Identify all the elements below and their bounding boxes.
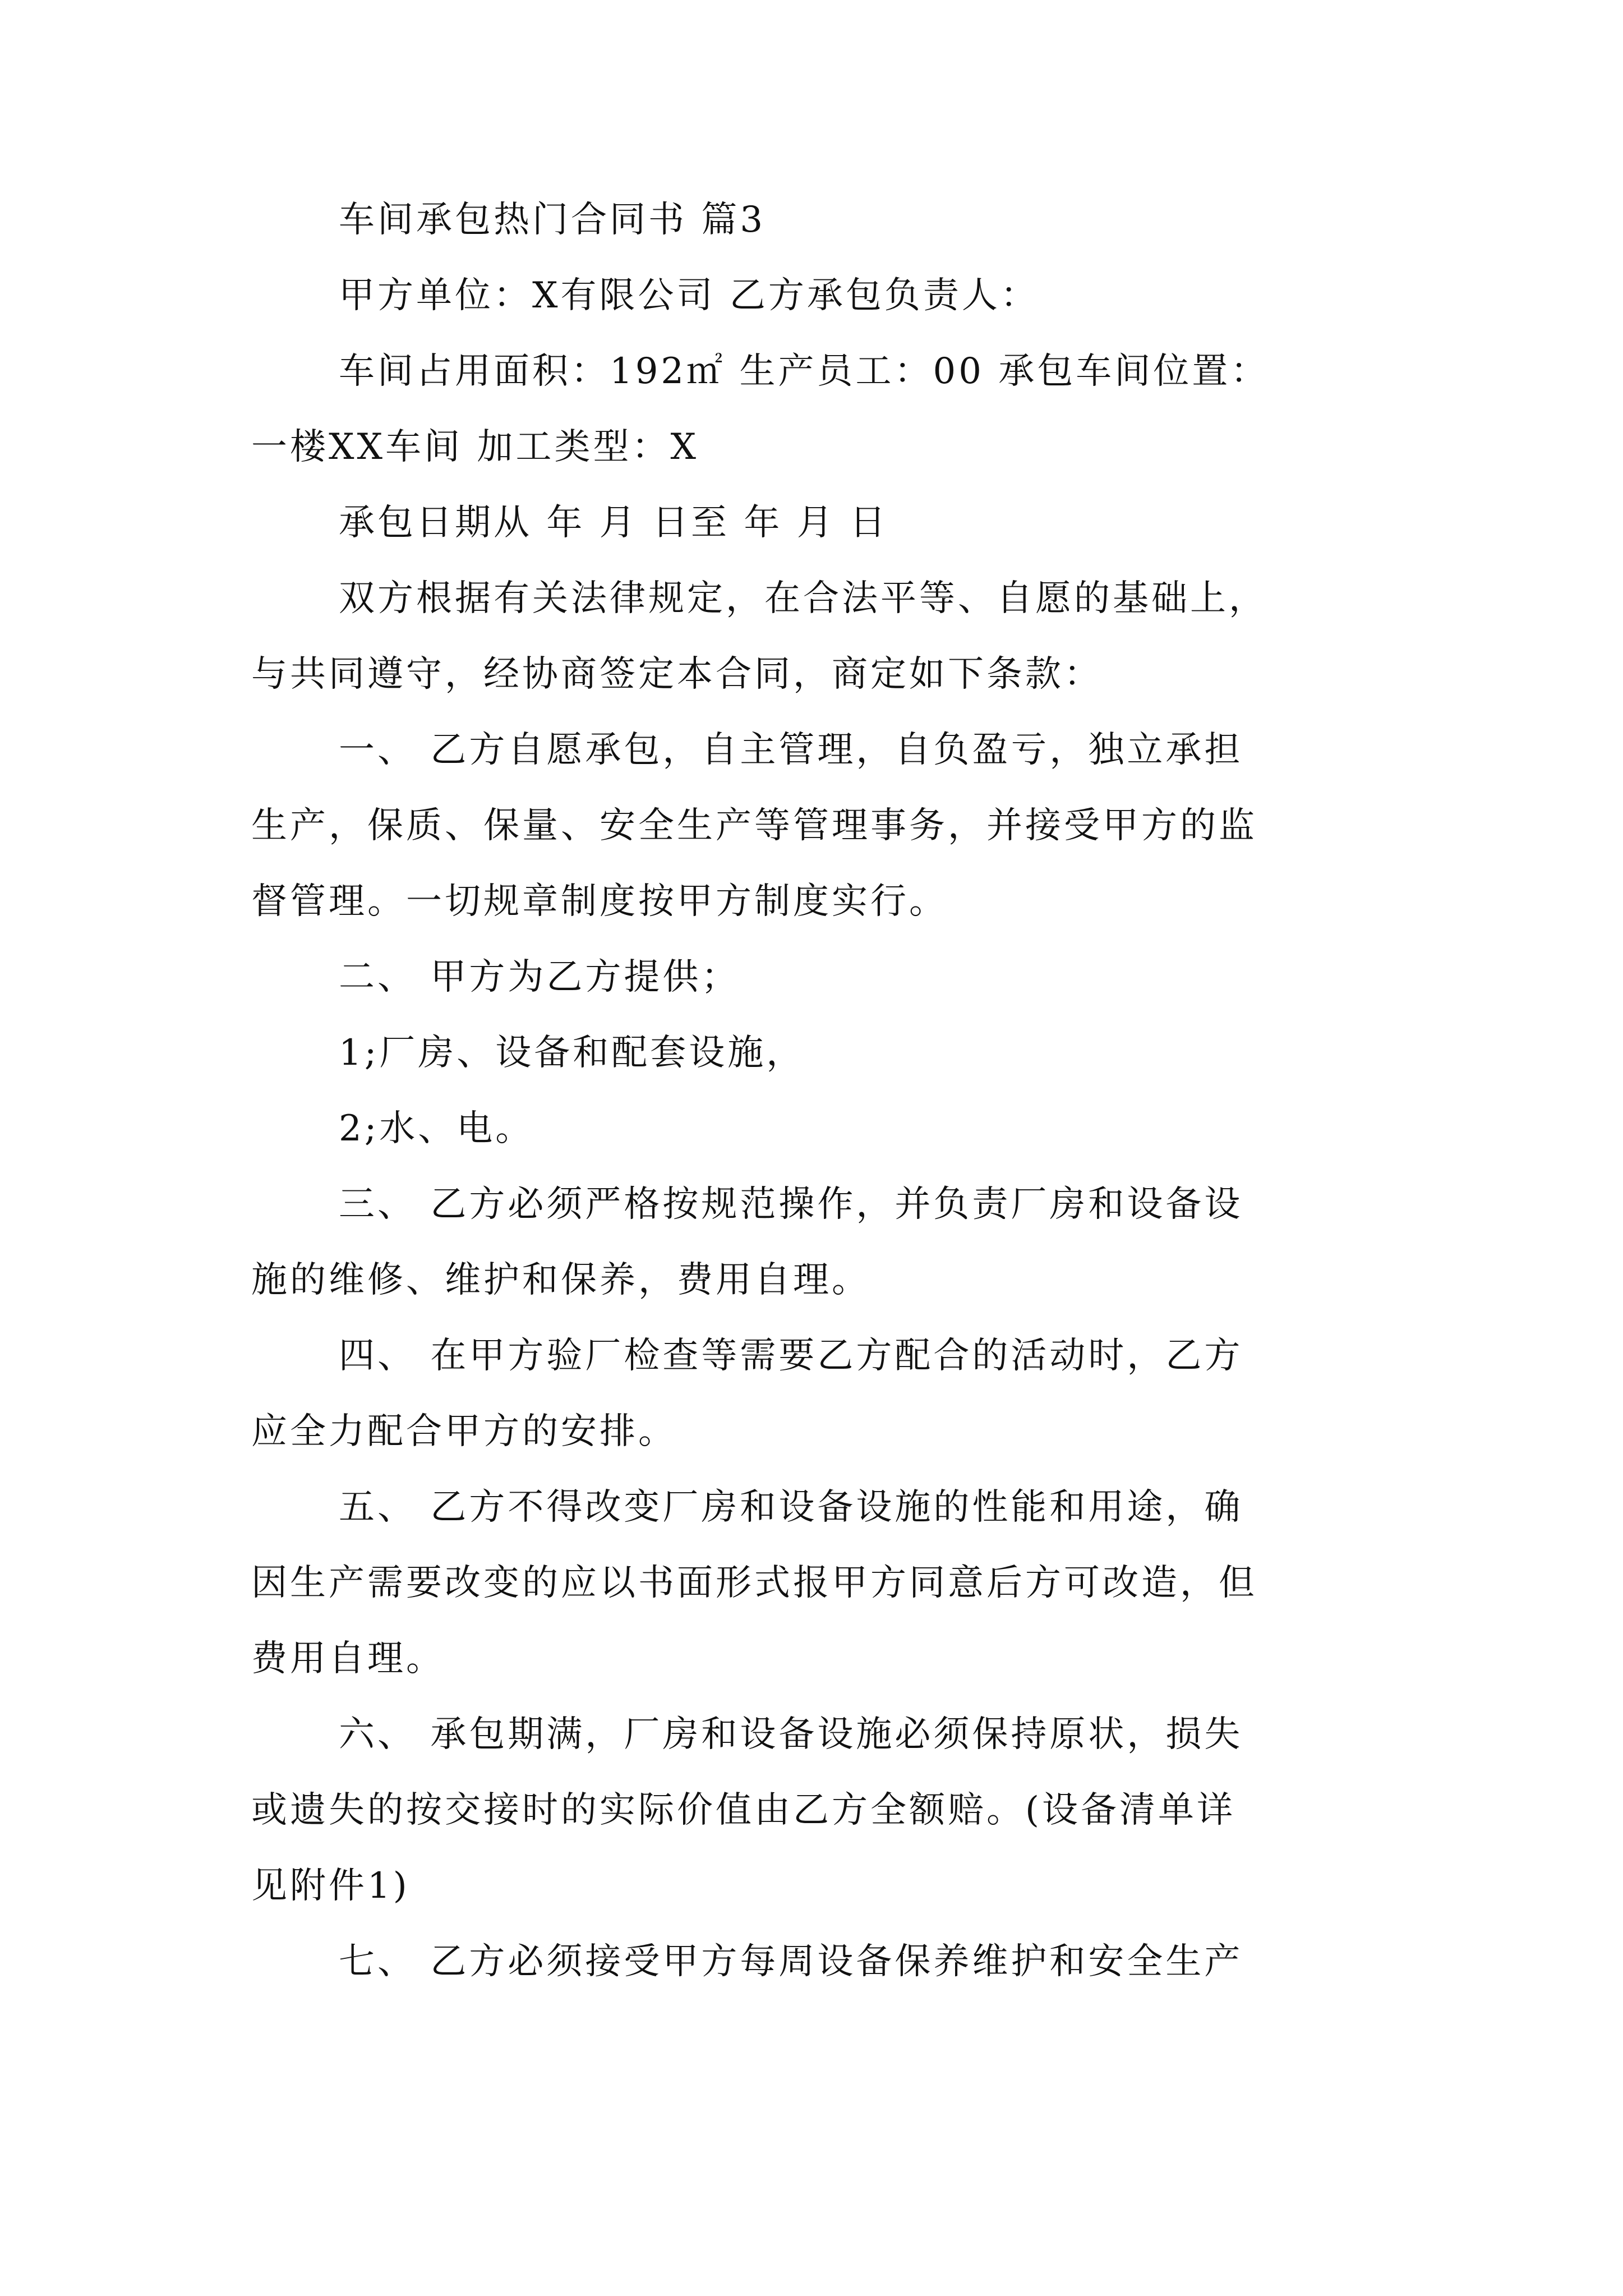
workshop-info-line-cont: 一楼XX车间 加工类型：X xyxy=(251,426,699,468)
clause-2-item-2: 2;水、电。 xyxy=(339,1108,534,1149)
clause-7-line: 七、 乙方必须接受甲方每周设备保养维护和安全生产 xyxy=(339,1941,1243,1982)
clause-2-line: 二、 甲方为乙方提供； xyxy=(339,956,740,998)
clause-5-line-end: 费用自理。 xyxy=(251,1638,445,1680)
clause-6-line-end: 见附件1) xyxy=(251,1865,410,1907)
clause-2-item-1: 1;厂房、设备和配套设施， xyxy=(339,1032,805,1074)
clause-4-line-cont: 应全力配合甲方的安排。 xyxy=(251,1411,677,1452)
clause-3-line: 三、 乙方必须严格按规范操作，并负责厂房和设备设 xyxy=(339,1184,1243,1225)
clause-1-line: 一、 乙方自愿承包，自主管理，自负盈亏，独立承担 xyxy=(339,729,1243,771)
document-title: 车间承包热门合同书 篇3 xyxy=(339,199,766,241)
clause-3-line-cont: 施的维修、维护和保养，费用自理。 xyxy=(251,1259,870,1301)
preamble-line: 双方根据有关法律规定，在合法平等、自愿的基础上， xyxy=(339,578,1267,619)
clause-4-line: 四、 在甲方验厂检查等需要乙方配合的活动时，乙方 xyxy=(339,1335,1243,1377)
clause-5-line-cont: 因生产需要改变的应以书面形式报甲方同意后方可改造，但 xyxy=(251,1562,1257,1604)
contract-date-line: 承包日期从 年 月 日至 年 月 日 xyxy=(339,502,889,544)
clause-5-line: 五、 乙方不得改变厂房和设备设施的性能和用途，确 xyxy=(339,1487,1243,1528)
clause-1-line-cont: 生产，保质、保量、安全生产等管理事务，并接受甲方的监 xyxy=(251,805,1257,846)
clause-6-line-cont: 或遗失的按交接时的实际价值由乙方全额赔。(设备清单详 xyxy=(251,1789,1235,1831)
party-info-line: 甲方单位：X有限公司 乙方承包负责人： xyxy=(339,275,1039,316)
workshop-info-line: 车间占用面积：192㎡ 生产员工：00 承包车间位置： xyxy=(339,351,1270,392)
clause-6-line: 六、 承包期满，厂房和设备设施必须保持原状，损失 xyxy=(339,1714,1243,1755)
preamble-line-cont: 与共同遵守，经协商签定本合同，商定如下条款： xyxy=(251,654,1103,695)
clause-1-line-end: 督管理。一切规章制度按甲方制度实行。 xyxy=(251,881,948,922)
